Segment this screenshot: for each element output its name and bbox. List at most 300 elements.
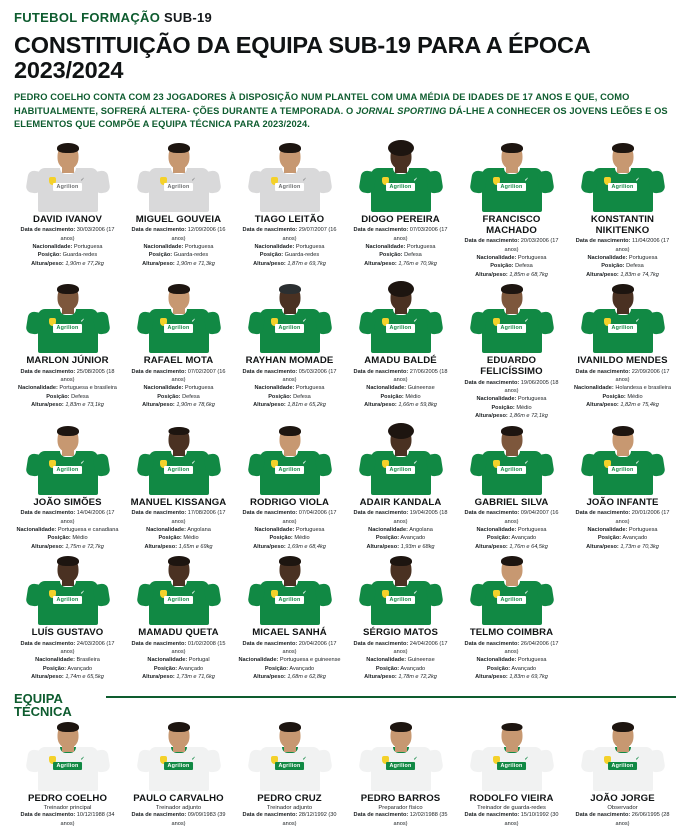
player-meta-line: Posição: Avançado (375, 535, 426, 542)
player-card[interactable] (125, 425, 232, 553)
kit-shirt (482, 168, 542, 212)
player-meta-line: Altura/peso: 1,65m e 69kg (144, 543, 213, 550)
player-portrait (25, 283, 111, 353)
player-details (236, 226, 343, 268)
player-name: RODRIGO VIOLA (249, 496, 330, 508)
hair (388, 281, 414, 297)
player-meta-line: Data de nascimento: 11/04/2006 (17 anos) (575, 238, 670, 253)
player-meta-line: Data de nascimento: 15/10/1992 (30 anos) (464, 812, 559, 827)
staff-title-line-2: TÉCNICA (14, 704, 72, 720)
staff-name: PEDRO BARROS (360, 792, 441, 804)
player-meta-line: Altura/peso: 1,68m e 62,8kg (253, 674, 326, 681)
player-portrait (358, 425, 444, 495)
player-meta-line: Data de nascimento: 01/02/2008 (15 anos) (131, 640, 226, 655)
player-details (347, 640, 454, 682)
staff-header (14, 688, 676, 719)
brand-logo-icon: ✓ (524, 318, 529, 325)
player-meta-line: Altura/peso: 1,93m e 68kg (366, 543, 435, 550)
player-meta-line: Posição: Defesa (46, 393, 89, 400)
squad-grid (14, 142, 676, 684)
player-meta-line: Nacionalidade: Portuguesa e brasileira (18, 385, 117, 392)
kit-shirt (482, 747, 542, 791)
kit-shirt (38, 747, 98, 791)
player-name: GABRIEL SILVA (474, 496, 549, 508)
player-meta-line: Nacionalidade: Angolana (146, 526, 211, 533)
player-meta-line: Nacionalidade: Portuguesa (476, 526, 547, 533)
player-portrait (136, 142, 222, 212)
staff-role: Treinador de guarda-redes (477, 805, 546, 812)
staff-name: PEDRO CRUZ (257, 792, 322, 804)
player-details (347, 368, 454, 410)
player-details (14, 509, 121, 551)
hair (279, 143, 301, 153)
player-details (236, 640, 343, 682)
player-card[interactable] (347, 283, 454, 422)
brand-logo-icon: ✓ (191, 590, 196, 597)
brand-logo-icon: ✓ (413, 176, 418, 183)
hair (612, 426, 634, 436)
player-meta-line: Altura/peso: 1,82m e 75,4kg (586, 402, 659, 409)
player-name: TELMO COIMBRA (469, 627, 554, 639)
player-photo (569, 425, 676, 495)
staff-name: RODOLFO VIEIRA (469, 792, 554, 804)
staff-role: Treinador principal (43, 805, 92, 812)
player-portrait (136, 721, 222, 791)
player-meta-line: Posição: Guarda-redes (259, 252, 320, 259)
staff-photo (569, 721, 676, 791)
player-meta-line: Data de nascimento: 28/12/1992 (30 anos) (242, 812, 337, 827)
hair (57, 722, 79, 732)
player-portrait (469, 555, 555, 625)
sponsor-label: Agrilion (608, 762, 638, 770)
section-kicker (14, 10, 676, 25)
sponsor-label: Agrilion (53, 596, 83, 604)
kit-shirt (38, 451, 98, 495)
player-name: RAFAEL MOTA (143, 355, 214, 367)
kicker-sub: SUB-19 (164, 10, 213, 25)
player-meta-line: Nacionalidade: Portuguesa e canadiana (16, 526, 119, 533)
brand-logo-icon: ✓ (524, 176, 529, 183)
player-meta-line: Posição: Avançado (486, 535, 537, 542)
standfirst-line-3: DÁ-LHE A CONHECER OS JOVENS LEÕES E OS ELEMENTOS QUE COMPÕE A EQUIPA TÉCNICA PARA 2023/2024. (14, 105, 668, 130)
staff-details (458, 811, 565, 828)
player-meta-line: Posição: Médio (602, 393, 643, 400)
player-meta-line: Data de nascimento: 09/04/2007 (16 anos) (464, 510, 559, 525)
hair (168, 427, 189, 435)
player-photo (125, 142, 232, 212)
player-meta-line: Altura/peso: 1,75m e 72,7kg (31, 543, 104, 550)
player-name: LUÍS GUSTAVO (31, 627, 104, 639)
brand-logo-icon: ✓ (191, 755, 196, 762)
staff-photo (236, 721, 343, 791)
kit-shirt (593, 747, 653, 791)
player-portrait (247, 283, 333, 353)
sponsor-label: Agrilion (497, 324, 527, 332)
staff-card[interactable] (125, 721, 232, 830)
sponsor-label: Agrilion (164, 183, 194, 191)
player-meta-line: Nacionalidade: Portuguesa (365, 244, 436, 251)
player-photo (458, 555, 565, 625)
sponsor-label: Agrilion (164, 466, 194, 474)
player-portrait (136, 555, 222, 625)
player-portrait (358, 721, 444, 791)
player-photo (458, 142, 565, 212)
player-details (458, 509, 565, 551)
kit-shirt (38, 581, 98, 625)
staff-title (14, 688, 106, 719)
player-photo (125, 425, 232, 495)
player-details (14, 368, 121, 410)
player-meta-line: Nacionalidade: Guineense (366, 657, 435, 664)
player-meta-line: Altura/peso: 1,78m e 72,2kg (364, 674, 437, 681)
sponsor-label: Agrilion (386, 466, 416, 474)
player-card[interactable] (125, 142, 232, 281)
player-name: ADAIR KANDALA (359, 496, 442, 508)
kit-shirt (371, 581, 431, 625)
player-card[interactable] (569, 142, 676, 281)
player-meta-line: Nacionalidade: Portuguesa (254, 385, 325, 392)
player-card[interactable] (458, 283, 565, 422)
player-meta-line: Altura/peso: 1,90m e 77,2kg (31, 260, 104, 267)
brand-logo-icon: ✓ (635, 755, 640, 762)
player-name: RAYHAN MOMADE (245, 355, 334, 367)
kit-shirt (371, 168, 431, 212)
staff-card[interactable] (569, 721, 676, 830)
brand-logo-icon: ✓ (80, 590, 85, 597)
player-meta-line: Nacionalidade: Brasileira (35, 657, 100, 664)
player-meta-line: Data de nascimento: 27/06/2005 (18 anos) (353, 368, 448, 384)
brand-logo-icon: ✓ (635, 318, 640, 325)
sponsor-label: Agrilion (275, 762, 305, 770)
staff-name: PAULO CARVALHO (133, 792, 224, 804)
kit-shirt (371, 309, 431, 353)
player-photo (236, 425, 343, 495)
player-portrait (358, 283, 444, 353)
brand-logo-icon: ✓ (80, 755, 85, 762)
kit-shirt (149, 451, 209, 495)
staff-name: PEDRO COELHO (27, 792, 108, 804)
brand-logo-icon: ✓ (302, 755, 307, 762)
player-photo (14, 283, 121, 353)
brand-logo-icon: ✓ (413, 755, 418, 762)
player-card[interactable] (458, 555, 565, 683)
staff-details (347, 811, 454, 828)
player-meta-line: Posição: Avançado (486, 665, 537, 672)
player-meta-line: Data de nascimento: 20/01/2006 (17 anos) (575, 510, 670, 525)
player-portrait (136, 283, 222, 353)
player-meta-line: Altura/peso: 1,76m e 70,9kg (364, 260, 437, 267)
player-meta-line: Data de nascimento: 09/09/1983 (39 anos) (131, 812, 226, 827)
brand-logo-icon: ✓ (413, 459, 418, 466)
player-photo (347, 283, 454, 353)
player-meta-line: Altura/peso: 1,87m e 69,7kg (253, 260, 326, 267)
player-card[interactable] (347, 425, 454, 553)
player-photo (347, 555, 454, 625)
player-meta-line: Data de nascimento: 24/04/2006 (17 anos) (353, 640, 448, 655)
player-photo (14, 142, 121, 212)
player-photo (347, 142, 454, 212)
player-details (236, 509, 343, 551)
player-meta-line: Nacionalidade: Portuguesa (476, 255, 547, 262)
kit-shirt (260, 747, 320, 791)
player-meta-line: Posição: Avançado (153, 665, 204, 672)
sponsor-label: Agrilion (497, 183, 527, 191)
hair (501, 284, 523, 294)
player-meta-line: Posição: Defesa (379, 252, 422, 259)
player-meta-line: Altura/peso: 1,76m e 64,5kg (475, 543, 548, 550)
player-name: MANUEL KISSANGA (130, 496, 227, 508)
player-card[interactable] (569, 283, 676, 422)
staff-photo (14, 721, 121, 791)
player-meta-line: Data de nascimento: 07/03/2006 (17 anos) (353, 227, 448, 242)
player-portrait (469, 142, 555, 212)
player-meta-line: Data de nascimento: 26/06/1995 (28 anos) (575, 812, 670, 827)
player-meta-line: Data de nascimento: 29/07/2007 (16 anos) (242, 227, 337, 242)
player-meta-line: Data de nascimento: 07/04/2006 (17 anos) (242, 510, 337, 525)
player-meta-line: Data de nascimento: 10/12/1988 (34 anos) (20, 812, 115, 827)
hair (612, 284, 634, 294)
player-meta-line: Altura/peso: 1,86m e 72,1kg (475, 413, 548, 420)
player-meta-line: Nacionalidade: Portuguesa (143, 385, 214, 392)
staff-card[interactable] (14, 721, 121, 830)
hair (168, 556, 190, 566)
player-name: TIAGO LEITÃO (254, 213, 325, 225)
player-details (236, 368, 343, 410)
player-meta-line: Nacionalidade: Portuguesa (476, 657, 547, 664)
hair (168, 284, 190, 294)
player-details (458, 379, 565, 421)
kit-shirt (371, 747, 431, 791)
sponsor-label: Agrilion (386, 183, 416, 191)
standfirst-line-2: ÇÕES DURANTE A TEMPORADA. O (192, 105, 356, 116)
player-meta-line: Data de nascimento: 19/06/2005 (18 anos) (464, 379, 559, 395)
player-card[interactable] (14, 142, 121, 281)
player-details (569, 368, 676, 410)
player-meta-line: Altura/peso: 1,69m e 68,4kg (253, 543, 326, 550)
hair (390, 556, 412, 566)
player-meta-line: Data de nascimento: 07/02/2007 (16 anos) (131, 368, 226, 384)
kit-shirt (38, 168, 98, 212)
brand-logo-icon: ✓ (80, 318, 85, 325)
player-photo (236, 142, 343, 212)
player-meta-line: Posição: Médio (158, 535, 199, 542)
hair (57, 426, 79, 436)
player-photo (14, 425, 121, 495)
player-meta-line: Altura/peso: 1,90m e 71,3kg (142, 260, 215, 267)
hair (612, 722, 634, 732)
player-portrait (469, 283, 555, 353)
player-meta-line: Posição: Médio (269, 535, 310, 542)
kit-shirt (593, 451, 653, 495)
player-name: JOÃO INFANTE (586, 496, 659, 508)
player-meta-line: Posição: Avançado (597, 535, 648, 542)
player-card[interactable] (14, 283, 121, 422)
player-card[interactable] (14, 425, 121, 553)
hair (501, 426, 523, 436)
player-meta-line: Posição: Avançado (375, 665, 426, 672)
player-card[interactable] (236, 142, 343, 281)
kit-shirt (482, 581, 542, 625)
player-photo (125, 555, 232, 625)
brand-logo-icon: ✓ (191, 318, 196, 325)
player-meta-line: Nacionalidade: Portuguesa (476, 396, 547, 403)
sponsor-label: Agrilion (53, 324, 83, 332)
sponsor-label: Agrilion (386, 324, 416, 332)
player-meta-line: Posição: Médio (380, 393, 421, 400)
sponsor-label: Agrilion (164, 324, 194, 332)
player-meta-line: Nacionalidade: Portuguesa (143, 244, 214, 251)
player-meta-line: Posição: Avançado (264, 665, 315, 672)
brand-logo-icon: ✓ (302, 176, 307, 183)
kit-shirt (149, 168, 209, 212)
player-meta-line: Posição: Defesa (268, 393, 311, 400)
player-details (14, 226, 121, 268)
player-details (14, 640, 121, 682)
player-card[interactable] (347, 142, 454, 281)
staff-grid (14, 721, 676, 830)
player-card[interactable] (236, 283, 343, 422)
staff-divider (106, 696, 676, 698)
player-card[interactable] (347, 555, 454, 683)
player-photo (236, 283, 343, 353)
hair (501, 723, 522, 731)
player-card[interactable] (458, 425, 565, 553)
player-photo (569, 283, 676, 353)
staff-details (569, 811, 676, 828)
player-details (125, 509, 232, 551)
sponsor-label: Agrilion (497, 762, 527, 770)
player-meta-line: Data de nascimento: 05/03/2006 (17 anos) (242, 368, 337, 384)
sponsor-label: Agrilion (275, 466, 305, 474)
player-card[interactable] (236, 425, 343, 553)
sponsor-label: Agrilion (608, 324, 638, 332)
player-card[interactable] (236, 555, 343, 683)
player-portrait (247, 142, 333, 212)
standfirst (14, 91, 669, 131)
sponsor-label: Agrilion (275, 324, 305, 332)
player-meta-line: Posição: Médio (491, 404, 532, 411)
brand-logo-icon: ✓ (524, 590, 529, 597)
player-meta-line: Posição: Médio (47, 535, 88, 542)
staff-card[interactable] (236, 721, 343, 830)
kit-shirt (38, 309, 98, 353)
player-portrait (247, 425, 333, 495)
staff-photo (347, 721, 454, 791)
player-portrait (358, 142, 444, 212)
staff-details (236, 811, 343, 828)
sponsor-label: Agrilion (53, 466, 83, 474)
brand-logo-icon: ✓ (524, 755, 529, 762)
player-meta-line: Altura/peso: 1,81m e 65,2kg (253, 402, 326, 409)
player-meta-line: Nacionalidade: Portugal (147, 657, 210, 664)
staff-title-line-1: EQUIPA (14, 690, 63, 706)
brand-logo-icon: ✓ (635, 459, 640, 466)
kit-shirt (149, 581, 209, 625)
player-card[interactable] (569, 425, 676, 553)
player-meta-line: Nacionalidade: Guineense (366, 385, 435, 392)
player-name: IVANILDO MENDES (577, 355, 668, 367)
player-card[interactable] (125, 283, 232, 422)
player-meta-line: Nacionalidade: Angolana (368, 526, 433, 533)
player-meta-line: Nacionalidade: Portuguesa (32, 244, 103, 251)
staff-role: Treinador adjunto (155, 805, 202, 812)
sponsor-label: Agrilion (608, 466, 638, 474)
staff-role: Preparador físico (378, 805, 423, 812)
hair (57, 143, 79, 153)
player-photo (125, 283, 232, 353)
kit-shirt (482, 309, 542, 353)
brand-logo-icon: ✓ (635, 176, 640, 183)
staff-photo (125, 721, 232, 791)
player-portrait (580, 425, 666, 495)
brand-logo-icon: ✓ (191, 176, 196, 183)
player-meta-line: Posição: Defesa (157, 393, 200, 400)
player-meta-line: Posição: Defesa (490, 263, 533, 270)
kit-shirt (482, 451, 542, 495)
sponsor-label: Agrilion (164, 762, 194, 770)
player-photo (236, 555, 343, 625)
player-meta-line: Altura/peso: 1,73m e 70,3kg (586, 543, 659, 550)
player-details (569, 509, 676, 551)
sponsor-label: Agrilion (164, 596, 194, 604)
staff-card[interactable] (347, 721, 454, 830)
hair (390, 722, 412, 732)
brand-logo-icon: ✓ (302, 318, 307, 325)
hair (57, 556, 79, 566)
kit-shirt (593, 309, 653, 353)
sponsor-label: Agrilion (275, 183, 305, 191)
player-portrait (580, 283, 666, 353)
player-name: FRANCISCO MACHADO (482, 213, 541, 236)
player-meta-line: Altura/peso: 1,85m e 68,7kg (475, 271, 548, 278)
staff-card[interactable] (458, 721, 565, 830)
player-meta-line: Altura/peso: 1,66m e 59,8kg (364, 402, 437, 409)
kit-shirt (593, 168, 653, 212)
player-meta-line: Nacionalidade: Portuguesa (587, 255, 658, 262)
player-card[interactable] (14, 555, 121, 683)
player-name: KONSTANTIN NIKITENKO (590, 213, 655, 236)
sponsor-label: Agrilion (53, 183, 83, 191)
player-photo (458, 425, 565, 495)
player-card[interactable] (125, 555, 232, 683)
player-meta-line: Nacionalidade: Holandesa e brasileira (573, 385, 671, 392)
hair (168, 722, 190, 732)
sponsor-label: Agrilion (386, 596, 416, 604)
player-portrait (25, 425, 111, 495)
player-portrait (25, 721, 111, 791)
player-name: JOÃO SIMÕES (33, 496, 102, 508)
kit-shirt (149, 309, 209, 353)
player-card[interactable] (458, 142, 565, 281)
player-portrait (136, 425, 222, 495)
brand-logo-icon: ✓ (80, 459, 85, 466)
kit-shirt (260, 168, 320, 212)
player-meta-line: Posição: Guarda-redes (37, 252, 98, 259)
kicker-brand: FUTEBOL FORMAÇÃO (14, 10, 161, 25)
player-meta-line: Posição: Defesa (601, 263, 644, 270)
player-meta-line: Altura/peso: 1,83m e 73,1kg (31, 402, 104, 409)
brand-logo-icon: ✓ (413, 318, 418, 325)
player-meta-line: Data de nascimento: 25/08/2005 (18 anos) (20, 368, 115, 384)
player-portrait (469, 721, 555, 791)
player-name: AMADU BALDÉ (364, 355, 437, 367)
hair (57, 284, 79, 294)
player-photo (347, 425, 454, 495)
player-portrait (247, 555, 333, 625)
sponsor-label: Agrilion (497, 466, 527, 474)
player-meta-line: Data de nascimento: 24/03/2006 (17 anos) (20, 640, 115, 655)
player-meta-line: Nacionalidade: Portuguesa (254, 244, 325, 251)
